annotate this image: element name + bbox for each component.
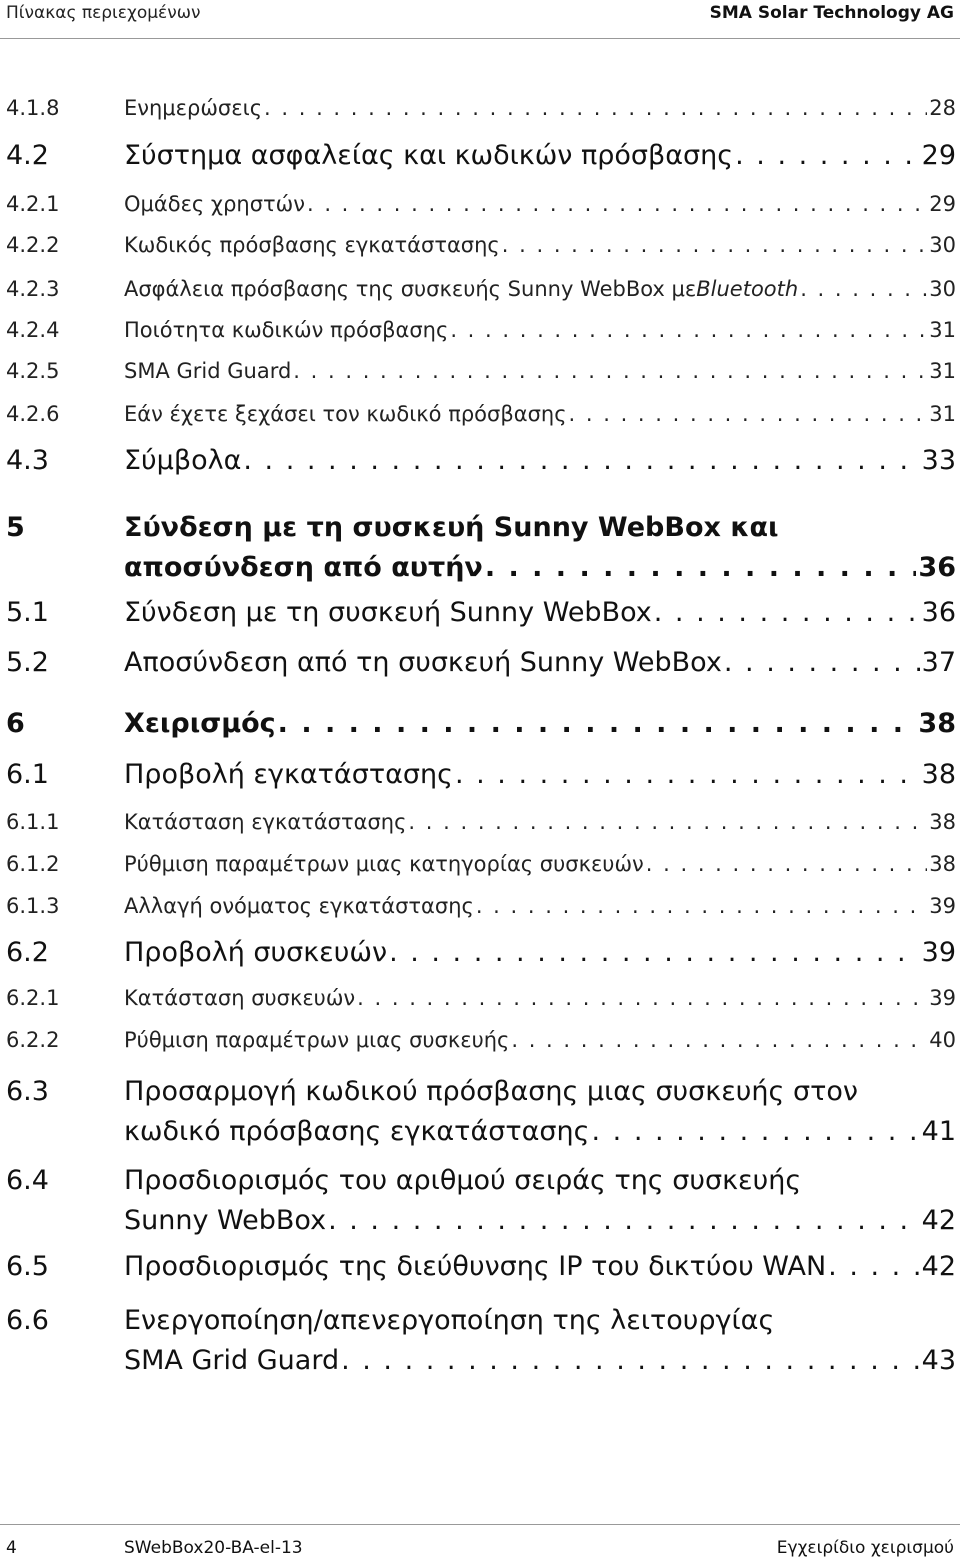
toc-entry-number: 6.5 [6,1251,49,1282]
toc-entry-title-line: Σύνδεση με τη συσκευή Sunny WebBox και [124,512,779,543]
toc-entry-number: 6.2.1 [6,986,60,1010]
toc-dot-leader [502,233,928,257]
toc-entry-body [124,1028,956,1052]
toc-entry-last-line [124,810,956,834]
header-section-title: Πίνακας περιεχομένων [6,3,201,23]
toc-entry-title: Ρύθμιση παραμέτρων μιας συσκευής [124,1028,510,1052]
toc-entry-number: 6.2 [6,937,49,968]
toc-entry-number: 4.2.4 [6,318,60,342]
toc-entry-number: 6.1 [6,759,49,790]
toc-entry-number: 4.3 [6,445,49,476]
toc-entry[interactable] [6,96,956,120]
toc-entry[interactable] [6,597,956,628]
toc-entry[interactable] [6,852,956,876]
toc-dot-leader [389,937,920,968]
toc-entry-last-line [124,759,956,790]
toc-entry-body [124,759,956,790]
toc-entry-number: 6.1.3 [6,894,60,918]
toc-entry-body [124,508,956,588]
toc-entry-title: Κατάσταση συσκευών [124,986,356,1010]
toc-entry-body [124,1161,956,1241]
toc-entry-number: 4.2.6 [6,402,60,426]
toc-entry-body [124,359,956,383]
toc-dot-leader [357,986,927,1010]
toc-entry-title: αποσύνδεση από αυτήν [124,552,483,583]
toc-entry-number: 6.1.2 [6,852,60,876]
toc-entry[interactable] [6,894,956,918]
toc-entry-page: 33 [921,445,956,476]
toc-entry-page: 38 [921,759,956,790]
toc-entry-number: 6.1.1 [6,810,60,834]
toc-entry-body [124,192,956,216]
toc-entry-number: 4.1.8 [6,96,60,120]
toc-dot-leader [476,894,927,918]
toc-entry-body [124,140,956,171]
toc-entry-body [124,445,956,476]
toc-dot-leader [511,1028,927,1052]
toc-entry[interactable] [6,708,956,739]
toc-entry-last-line [124,937,956,968]
toc-entry-title-line: Προσδιορισμός του αριθμού σειράς της συσκευής [124,1165,802,1196]
toc-entry-last-line [124,1251,956,1282]
toc-entry-title: κωδικό πρόσβασης εγκατάστασης [124,1116,590,1147]
toc-entry-title: Αλλαγή ονόματος εγκατάστασης [124,894,474,918]
toc-entry-number: 4.2 [6,140,49,171]
toc-entry-body [124,986,956,1010]
toc-entry-number: 5 [6,512,25,543]
toc-entry-last-line [124,359,956,383]
toc-dot-leader [307,192,927,216]
toc-entry-number: 5.2 [6,647,49,678]
toc-entry-title: Ενημερώσεις [124,96,263,120]
toc-entry-page: 31 [929,318,956,342]
toc-entry-body [124,647,956,678]
toc-entry-number: 4.2.2 [6,233,60,257]
toc-dot-leader [455,759,920,790]
toc-entry-last-line [124,894,956,918]
toc-dot-leader [485,548,917,588]
toc-entry[interactable] [6,1251,956,1282]
toc-entry[interactable] [6,140,956,171]
toc-entry-body [124,1301,956,1381]
toc-entry-number: 4.2.3 [6,277,60,301]
toc-entry-last-line [124,96,956,120]
toc-entry-page: 39 [921,937,956,968]
toc-entry-number: 6.3 [6,1076,49,1107]
toc-entry-title: Ασφάλεια πρόσβασης της συσκευής Sunny WebBox με [124,277,697,301]
toc-entry-last-line [124,192,956,216]
toc-entry-number: 6.6 [6,1305,49,1336]
toc-entry-last-line [124,1201,956,1241]
toc-entry-title: Προβολή συσκευών [124,937,388,968]
toc-entry-page: 39 [929,986,956,1010]
toc-entry[interactable] [6,1072,956,1152]
toc-entry-page: 37 [921,647,956,678]
toc-entry-last-line [124,233,956,257]
toc-entry-body [124,708,956,739]
toc-entry-body [124,597,956,628]
toc-entry[interactable] [6,192,956,216]
toc-entry-title: SMA Grid Guard [124,1345,340,1376]
toc-dot-leader [450,318,927,342]
toc-entry-last-line [124,318,956,342]
toc-entry-title: Ρύθμιση παραμέτρων μιας κατηγορίας συσκευών [124,852,644,876]
toc-entry[interactable] [6,508,956,588]
toc-entry-page: 42 [921,1205,956,1236]
toc-entry[interactable] [6,810,956,834]
toc-entry-last-line [124,1028,956,1052]
toc-dot-leader [341,1341,920,1381]
toc-entry[interactable] [6,986,956,1010]
toc-entry-title: Σύμβολα [124,445,242,476]
toc-entry-last-line [124,277,956,301]
toc-entry-title: Κωδικός πρόσβασης εγκατάστασης [124,233,500,257]
toc-dot-leader [654,597,920,628]
toc-dot-leader [293,359,927,383]
toc-entry-title: Προσδιορισμός της διεύθυνσης IP του δικτύου WAN [124,1251,827,1282]
toc-entry-body [124,1251,956,1282]
toc-entry-page: 39 [929,894,956,918]
toc-entry-page: 31 [929,359,956,383]
toc-dot-leader [408,810,927,834]
toc-entry-body [124,1072,956,1152]
toc-entry-body [124,318,956,342]
toc-entry-number: 5.1 [6,597,49,628]
toc-entry-title-italic: Bluetooth [696,277,799,301]
toc-entry[interactable] [6,1028,956,1052]
toc-dot-leader [646,852,928,876]
toc-entry-title: Ποιότητα κωδικών πρόσβασης [124,318,449,342]
toc-dot-leader [735,140,920,171]
footer-document-code: SWebBox20-BA-el-13 [124,1538,303,1558]
toc-entry-title: Κατάσταση εγκατάστασης [124,810,407,834]
toc-entry-title-line: Προσαρμογή κωδικού πρόσβασης μιας συσκευής στον [124,1076,858,1107]
toc-entry-page: 41 [921,1116,956,1147]
toc-entry-number: 6.2.2 [6,1028,60,1052]
toc-entry-last-line [124,597,956,628]
toc-entry-title: Αποσύνδεση από τη συσκευή Sunny WebBox [124,647,722,678]
toc-dot-leader [569,402,928,426]
toc-entry-last-line [124,647,956,678]
toc-entry-last-line [124,402,956,426]
toc-entry-page: 30 [929,233,956,257]
toc-entry-last-line [124,852,956,876]
toc-entry-title-line: Ενεργοποίηση/απενεργοποίηση της λειτουργίας [124,1305,775,1336]
toc-entry-title: Χειρισμός [124,708,276,739]
toc-entry-page: 40 [929,1028,956,1052]
toc-entry[interactable] [6,359,956,383]
toc-entry-page: 36 [918,552,956,583]
toc-entry-title: Sunny WebBox [124,1205,327,1236]
toc-entry-title: Προβολή εγκατάστασης [124,759,453,790]
toc-entry-body [124,402,956,426]
toc-entry-title: Σύνδεση με τη συσκευή Sunny WebBox [124,597,652,628]
toc-entry-title: Ομάδες χρηστών [124,192,305,216]
toc-entry[interactable] [6,277,956,301]
toc-entry-page: 38 [929,852,956,876]
toc-dot-leader [278,708,917,739]
toc-entry[interactable] [6,647,956,678]
toc-entry[interactable] [6,1161,956,1241]
toc-dot-leader [828,1251,919,1282]
toc-entry-page: 38 [929,810,956,834]
toc-entry[interactable] [6,937,956,968]
toc-entry-number: 4.2.1 [6,192,60,216]
toc-dot-leader [243,445,919,476]
toc-entry-page: 42 [921,1251,956,1282]
toc-entry-last-line [124,548,956,588]
toc-entry-body [124,810,956,834]
toc-dot-leader [264,96,927,120]
toc-entry-last-line [124,986,956,1010]
toc-entry[interactable] [6,1301,956,1381]
toc-entry-title: Σύστημα ασφαλείας και κωδικών πρόσβασης [124,140,734,171]
toc-entry-title: Εάν έχετε ξεχάσει τον κωδικό πρόσβασης [124,402,567,426]
toc-entry-body [124,937,956,968]
toc-entry[interactable] [6,318,956,342]
toc-entry-body [124,277,956,301]
toc-dot-leader [724,647,920,678]
toc-entry-title: SMA Grid Guard [124,359,292,383]
toc-entry[interactable] [6,233,956,257]
footer-page-number: 4 [6,1538,17,1558]
toc-entry-page: 29 [921,140,956,171]
toc-entry-page: 30 [929,277,956,301]
toc-entry-last-line [124,445,956,476]
toc-entry[interactable] [6,445,956,476]
footer-divider [0,1524,960,1525]
toc-entry-number: 6 [6,708,25,739]
toc-entry-body [124,852,956,876]
toc-entry[interactable] [6,402,956,426]
toc-entry-page: 31 [929,402,956,426]
header-company-name: SMA Solar Technology AG [709,3,954,23]
toc-entry-page: 43 [921,1345,956,1376]
toc-entry-body [124,894,956,918]
toc-dot-leader [328,1201,920,1241]
toc-entry-page: 36 [921,597,956,628]
toc-entry-body [124,233,956,257]
toc-entry-last-line [124,1341,956,1381]
toc-entry-page: 28 [929,96,956,120]
toc-entry-last-line [124,140,956,171]
toc-entry-number: 6.4 [6,1165,49,1196]
toc-dot-leader [800,277,927,301]
toc-entry-body [124,96,956,120]
toc-dot-leader [591,1112,919,1152]
toc-entry-last-line [124,708,956,739]
toc-entry-last-line [124,1112,956,1152]
toc-entry-number: 4.2.5 [6,359,60,383]
toc-entry[interactable] [6,759,956,790]
toc-entry-page: 29 [929,192,956,216]
toc-entry-page: 38 [918,708,956,739]
footer-document-title: Εγχειρίδιο χειρισμού [776,1538,954,1558]
